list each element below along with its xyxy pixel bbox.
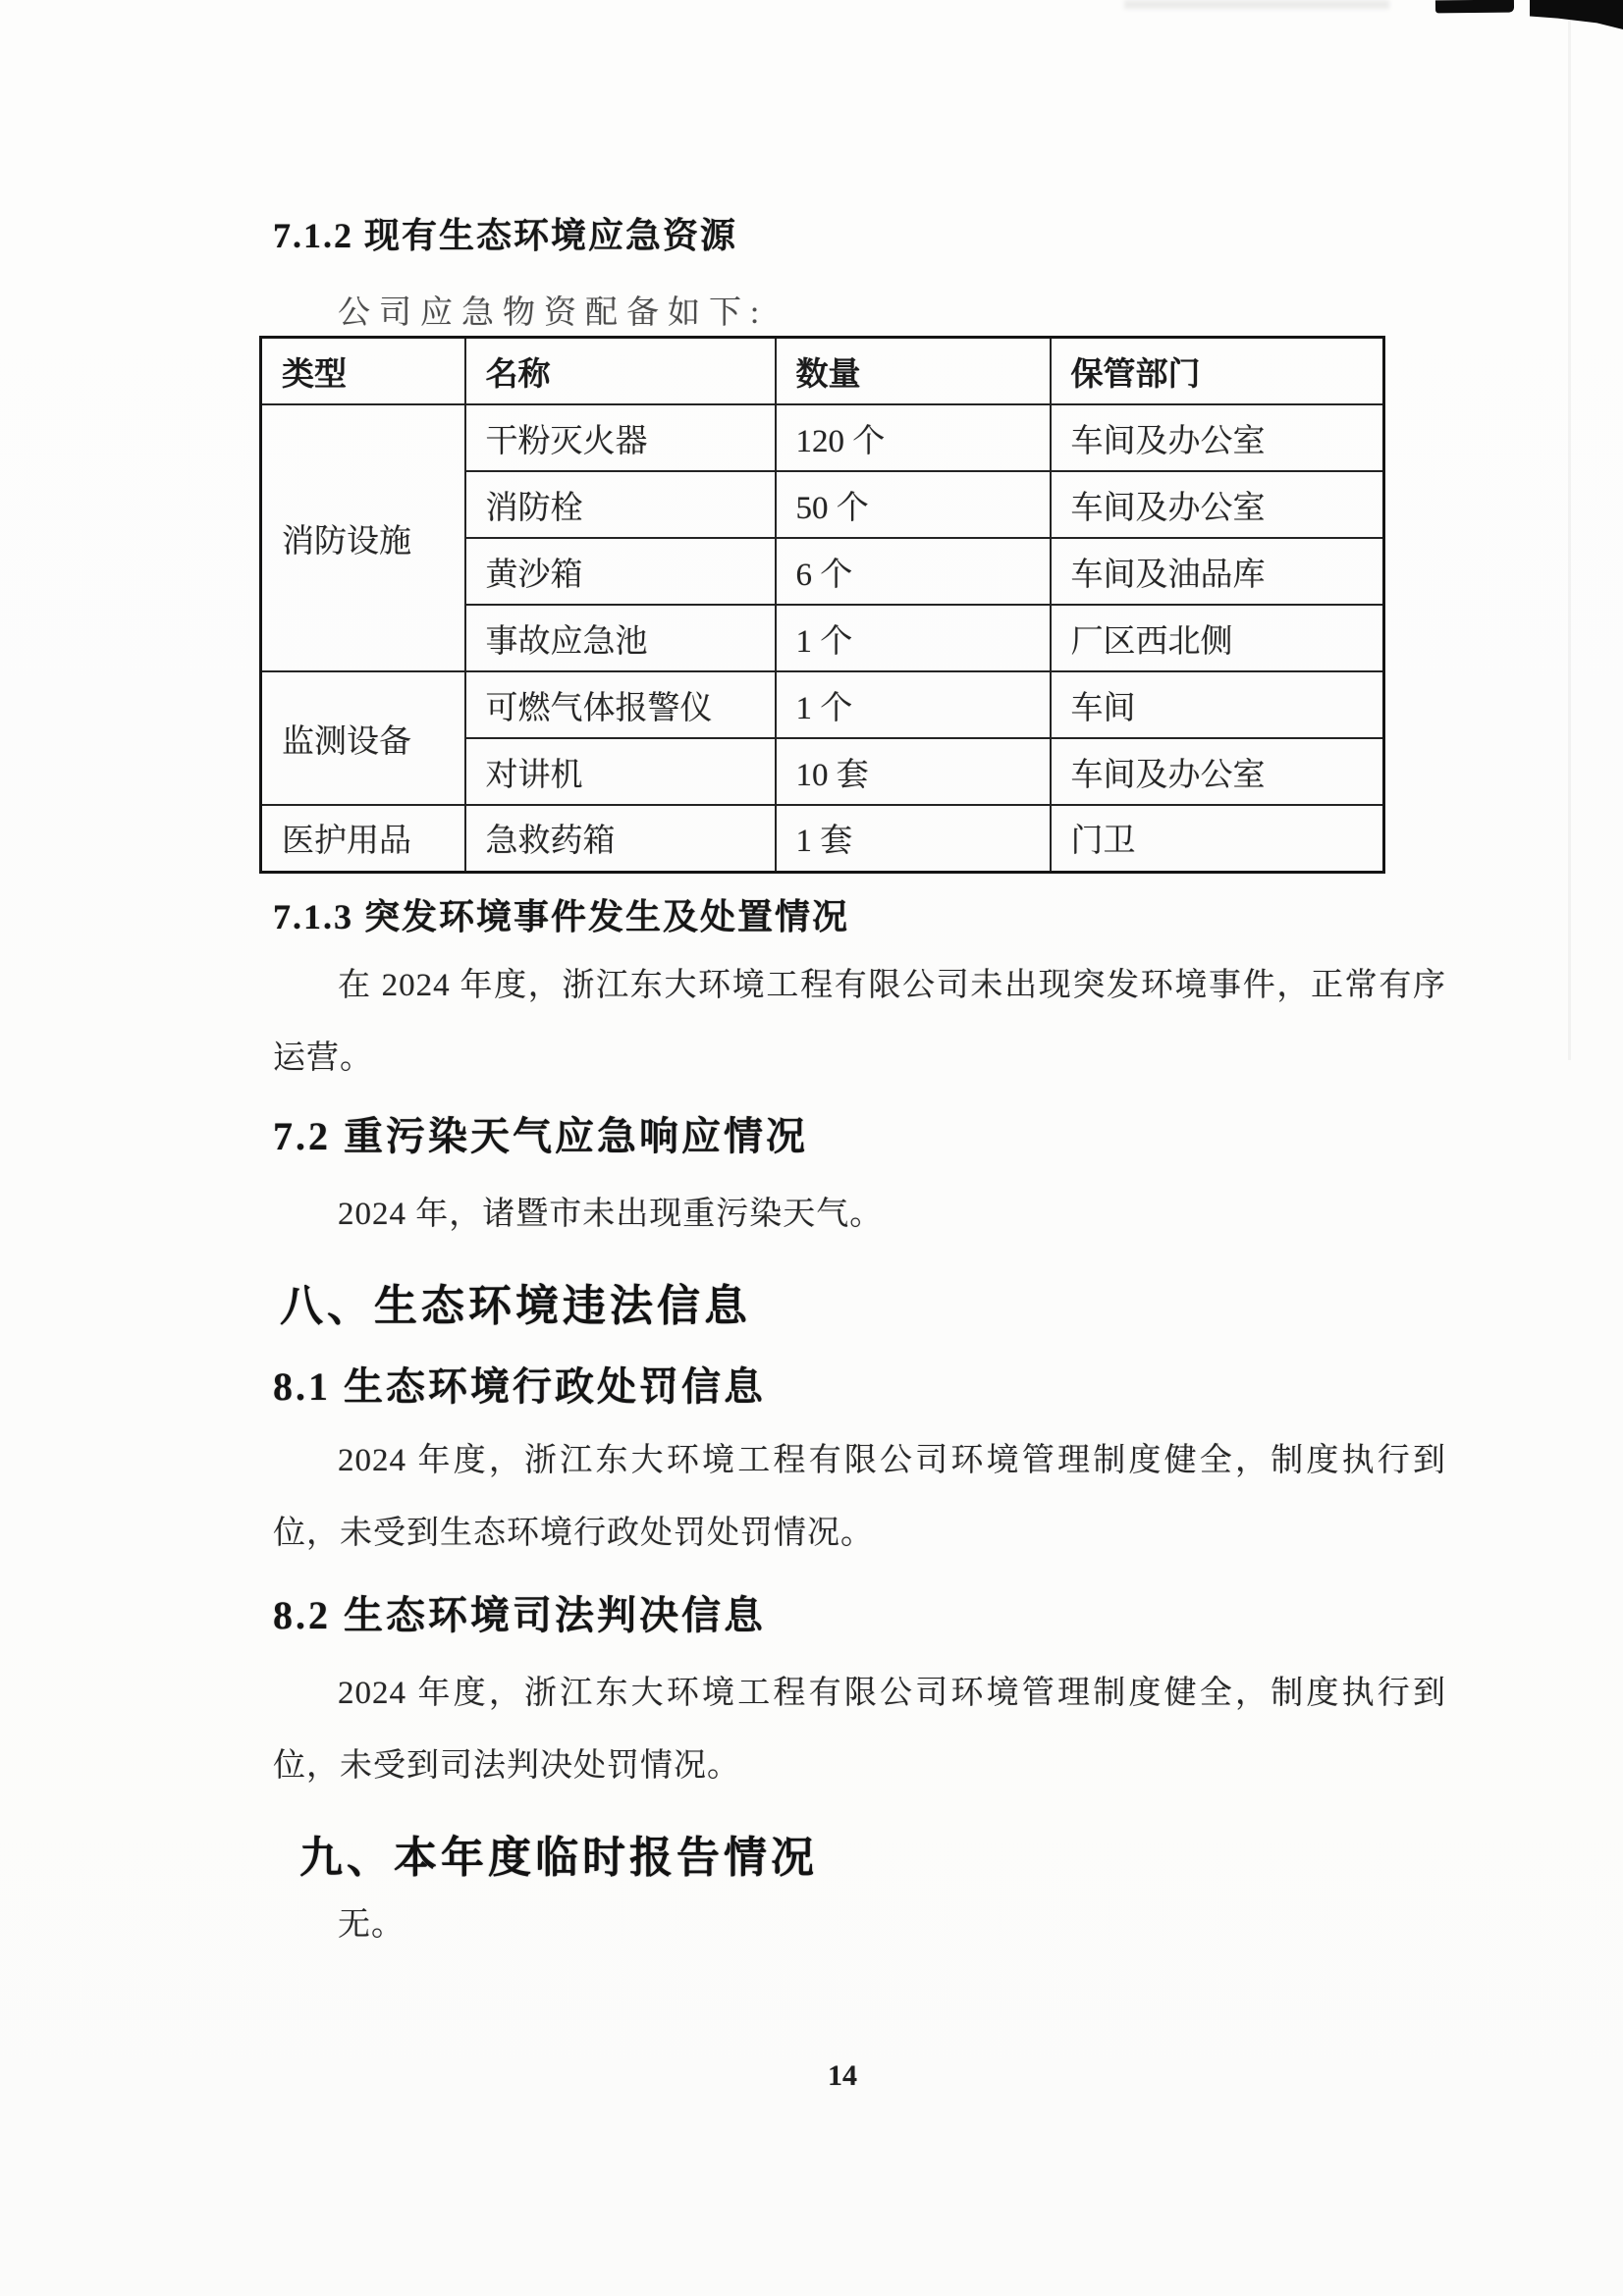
scan-artifact-left <box>1435 0 1514 13</box>
dept-cell: 厂区西北侧 <box>1051 605 1384 671</box>
dept-cell: 车间及油品库 <box>1051 538 1384 605</box>
section-heading-7-2: 7.2 重污染天气应急响应情况 <box>273 1114 808 1158</box>
supply-table-intro: 公司应急物资配备如下: <box>338 295 769 331</box>
name-cell: 急救药箱 <box>465 805 776 872</box>
section-heading-7-1-2: 7.1.2 现有生态环境应急资源 <box>273 216 738 255</box>
name-cell: 事故应急池 <box>465 605 776 671</box>
section-body-9: 无。 <box>338 1907 405 1943</box>
table-row <box>261 805 1384 872</box>
scan-smudge <box>1124 0 1389 9</box>
section-body-8-1: 2024 年度，浙江东大环境工程有限公司环境管理制度健全，制度执行到位，未受到生态环境行政处罚处罚情况。 <box>273 1443 1446 1551</box>
section-heading-7-1-3: 7.1.3 突发环境事件发生及处置情况 <box>273 897 850 936</box>
qty-cell: 50 个 <box>776 471 1051 538</box>
dept-cell: 车间及办公室 <box>1051 738 1384 805</box>
section-heading-8-2: 8.2 生态环境司法判决信息 <box>273 1593 766 1637</box>
scan-artifact-right <box>1530 0 1623 29</box>
dept-cell: 车间 <box>1051 671 1384 738</box>
page-number: 14 <box>828 2059 857 2092</box>
name-cell: 消防栓 <box>465 471 776 538</box>
name-cell: 黄沙箱 <box>465 538 776 605</box>
section-heading-8-1: 8.1 生态环境行政处罚信息 <box>273 1364 766 1409</box>
section-heading-9: 九、本年度临时报告情况 <box>299 1834 818 1882</box>
col-header-department: 保管部门 <box>1051 338 1384 405</box>
qty-cell: 1 个 <box>776 671 1051 738</box>
qty-cell: 1 个 <box>776 605 1051 671</box>
name-cell: 对讲机 <box>465 738 776 805</box>
col-header-name: 名称 <box>465 338 776 405</box>
scan-fold-line <box>1568 20 1571 1060</box>
name-cell: 可燃气体报警仪 <box>465 671 776 738</box>
section-body-8-2: 2024 年度，浙江东大环境工程有限公司环境管理制度健全，制度执行到位，未受到司法判决处罚情况。 <box>273 1676 1446 1784</box>
section-heading-8: 八、生态环境违法信息 <box>280 1282 751 1330</box>
qty-cell: 1 套 <box>776 805 1051 872</box>
dept-cell: 车间及办公室 <box>1051 471 1384 538</box>
col-header-quantity: 数量 <box>776 338 1051 405</box>
table-row <box>261 404 1384 471</box>
qty-cell: 10 套 <box>776 738 1051 805</box>
dept-cell: 车间及办公室 <box>1051 404 1384 471</box>
qty-cell: 120 个 <box>776 404 1051 471</box>
type-cell: 消防设施 <box>261 404 465 671</box>
emergency-supplies-table <box>259 336 1385 874</box>
name-cell: 干粉灭火器 <box>465 404 776 471</box>
type-cell: 医护用品 <box>261 805 465 872</box>
qty-cell: 6 个 <box>776 538 1051 605</box>
dept-cell: 门卫 <box>1051 805 1384 872</box>
type-cell: 监测设备 <box>261 671 465 805</box>
section-body-7-1-3: 在 2024 年度，浙江东大环境工程有限公司未出现突发环境事件，正常有序运营。 <box>273 968 1446 1076</box>
section-body-7-2: 2024 年，诸暨市未出现重污染天气。 <box>338 1197 884 1232</box>
col-header-type: 类型 <box>261 338 465 405</box>
table-row <box>261 671 1384 738</box>
table-header-row <box>261 338 1384 405</box>
